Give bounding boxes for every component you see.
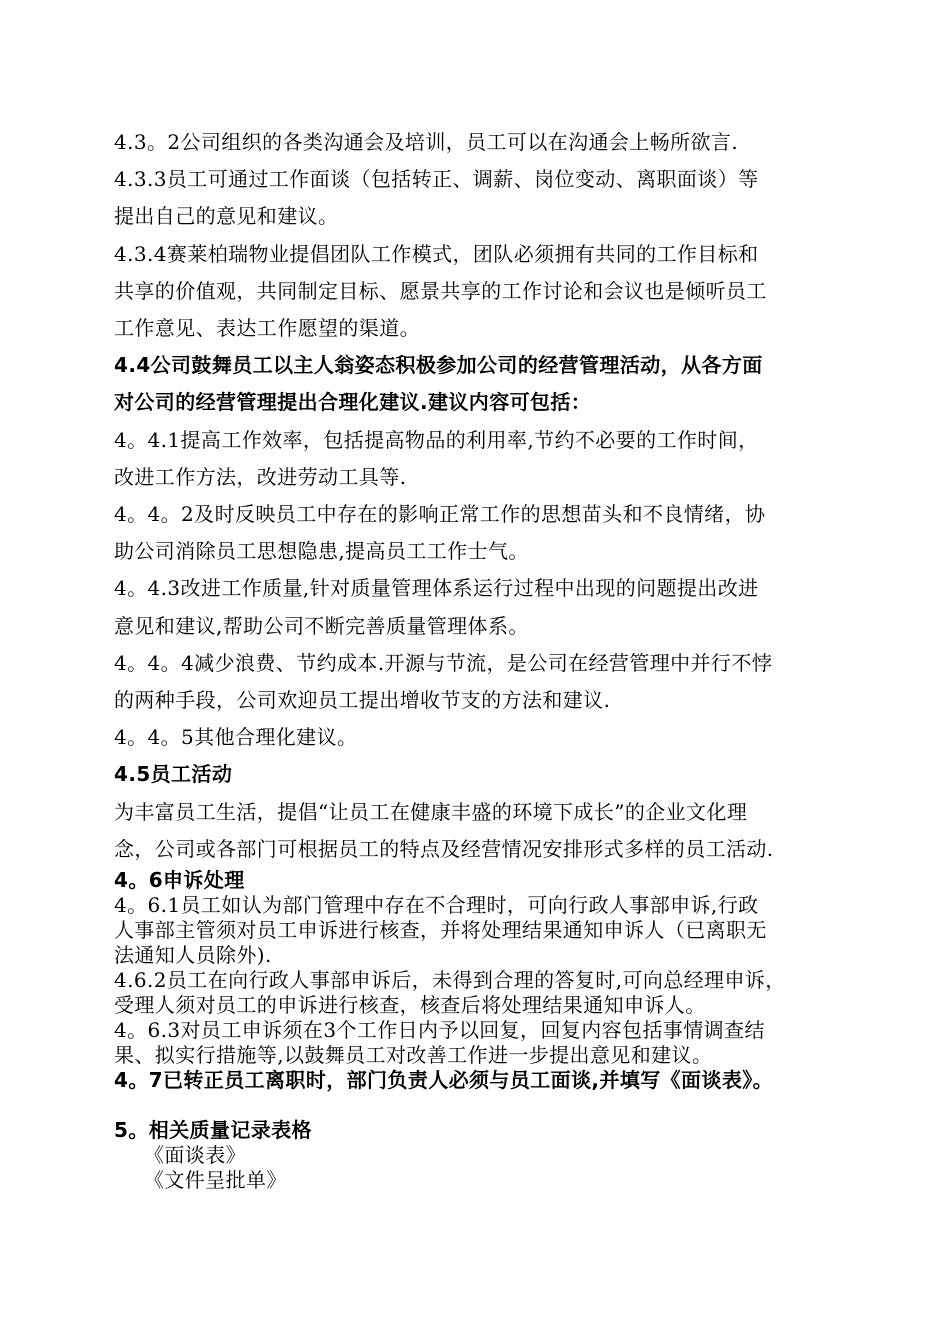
section-4-4-lines [114, 422, 844, 757]
text-line: 助公司消除员工思想隐患,提高员工工作士气。 [114, 539, 529, 564]
text-line: 4。4。4减少浪费、节约成本.开源与节流，是公司在经营管理中并行不悖 [114, 650, 773, 675]
section-4-3-lines [114, 124, 844, 347]
text-line: 4。4.1提高工作效率，包括提高物品的利用率,节约不必要的工作时间， [114, 427, 759, 452]
blank-line [114, 1093, 844, 1118]
record-item: 《面谈表》 [144, 1143, 246, 1168]
section-4-5 [114, 756, 844, 868]
document-page [114, 124, 844, 1193]
text-line: 4.3。2公司组织的各类沟通会及培训，员工可以在沟通会上畅所欲言. [114, 130, 739, 154]
text-line: 的两种手段，公司欢迎员工提出增收节支的方法和建议. [114, 688, 611, 713]
text-line: 受理人须对员工的申诉进行核查，核查后将处理结果通知申诉人。 [114, 993, 706, 1018]
section-4-4-heading [114, 347, 844, 421]
heading-line: 4.4公司鼓舞员工以主人翁姿态积极参加公司的经营管理活动，从各方面 [114, 353, 763, 378]
text-line: 4.3.4赛莱柏瑞物业提倡团队工作模式，团队必须拥有共同的工作目标和 [114, 241, 759, 266]
text-line: 意见和建议,帮助公司不断完善质量管理体系。 [114, 613, 529, 638]
section-4-6 [114, 868, 844, 1193]
text-line: 人事部主管须对员工申诉进行核查，并将处理结果通知申诉人（已离职无 [114, 918, 767, 943]
text-line: 共享的价值观，共同制定目标、愿景共享的工作讨论和会议也是倾听员工 [114, 278, 767, 303]
text-line: 改进工作方法，改进劳动工具等. [114, 464, 407, 489]
text-line: 4.3.3员工可通过工作面谈（包括转正、调薪、岗位变动、离职面谈）等 [114, 167, 759, 192]
heading-line: 对公司的经营管理提出合理化建议.建议内容可包括： [114, 390, 592, 415]
heading-4-5: 4.5员工活动 [114, 762, 233, 787]
record-item: 《文件呈批单》 [144, 1168, 287, 1193]
heading-4-7: 4。7已转正员工离职时，部门负责人必须与员工面谈,并填写《面谈表》。 [114, 1068, 774, 1093]
text-line: 4。4。5其他合理化建议。 [114, 725, 358, 750]
text-line: 念，公司或各部门可根据员工的特点及经营情况安排形式多样的员工活动. [114, 836, 774, 861]
text-line: 法通知人员除外). [114, 943, 272, 968]
text-line: 为丰富员工生活，提倡“让员工在健康丰盛的环境下成长”的企业文化理 [114, 799, 748, 824]
text-line: 4.6.2员工在向行政人事部申诉后，未得到合理的答复时,可向总经理申诉， [114, 968, 786, 993]
text-line: 4。4。2及时反映员工中存在的影响正常工作的思想苗头和不良情绪，协 [114, 502, 766, 527]
text-line: 4。6.1员工如认为部门管理中存在不合理时，可向行政人事部申诉,行政 [114, 893, 759, 918]
text-line: 果、拟实行措施等,以鼓舞员工对改善工作进一步提出意见和建议。 [114, 1043, 713, 1068]
heading-4-6: 4。6申诉处理 [114, 868, 245, 893]
text-line: 4。4.3改进工作质量,针对质量管理体系运行过程中出现的问题提出改进 [114, 576, 759, 601]
text-line: 工作意见、表达工作愿望的渠道。 [114, 316, 420, 341]
heading-5: 5。相关质量记录表格 [114, 1118, 312, 1143]
text-line: 4。6.3对员工申诉须在3个工作日内予以回复，回复内容包括事情调查结 [114, 1018, 765, 1043]
text-line: 提出自己的意见和建议。 [114, 204, 339, 229]
